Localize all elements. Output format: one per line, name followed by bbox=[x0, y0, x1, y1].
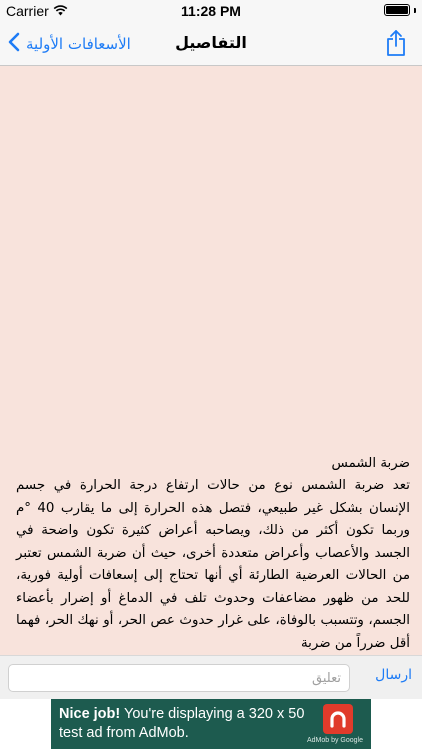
share-icon bbox=[386, 42, 406, 61]
ad-text bbox=[59, 705, 309, 743]
back-button-label: الأسعافات الأولية bbox=[26, 35, 131, 53]
ad-attribution: AdMob by Google bbox=[306, 737, 364, 744]
ad-banner[interactable] bbox=[51, 699, 371, 749]
admob-logo-icon bbox=[323, 704, 353, 734]
navigation-bar bbox=[0, 22, 422, 66]
battery-icon bbox=[384, 4, 410, 16]
ad-banner-area bbox=[0, 699, 422, 750]
ad-message: You're displaying a 320 x 50 test ad from AdMob. bbox=[59, 706, 305, 741]
share-button[interactable] bbox=[386, 29, 406, 61]
carrier-label: Carrier bbox=[6, 3, 49, 19]
ad-headline: Nice job! bbox=[59, 706, 121, 722]
article-text bbox=[16, 453, 410, 656]
battery-tip bbox=[414, 8, 416, 13]
battery-fill bbox=[386, 6, 408, 14]
article-title: ضربة الشمس bbox=[331, 455, 410, 471]
article-body: تعد ضربة الشمس نوع من حالات ارتفاع درجة الحرارة في جسم الإنسان بشكل غير طبيعي، فتصل هذه الحرارة إلى ما يقارب 40 °م وربما تكون أكثر من ذلك، ويصاحبه أعراض كثيرة تكون واضحة في الجسد والأعصاب وأعراض متعددة أخرى، حيث أن ضربة الشمس تعتبر من الحالات العرضية الطارئة أي أنها تحتاج إلى إسعافات أولية فورية، للحد من ظهور مضاعفات وحدوث تلف في الدماغ أو إضرار بأعضاء الجسم، وتتسبب بالوفاة، على غرار حدوث عص الحر، أو نهك الحر، فهما أقل ضرراً من ضربة bbox=[16, 478, 410, 651]
comment-bar bbox=[0, 655, 422, 699]
page-title: التفاصيل bbox=[175, 33, 247, 52]
status-time: 11:28 PM bbox=[181, 3, 241, 19]
send-button[interactable]: ارسال bbox=[375, 667, 412, 683]
comment-input[interactable] bbox=[8, 664, 350, 692]
article-content-area[interactable] bbox=[0, 66, 422, 655]
status-bar bbox=[0, 0, 422, 22]
status-right bbox=[384, 4, 416, 16]
